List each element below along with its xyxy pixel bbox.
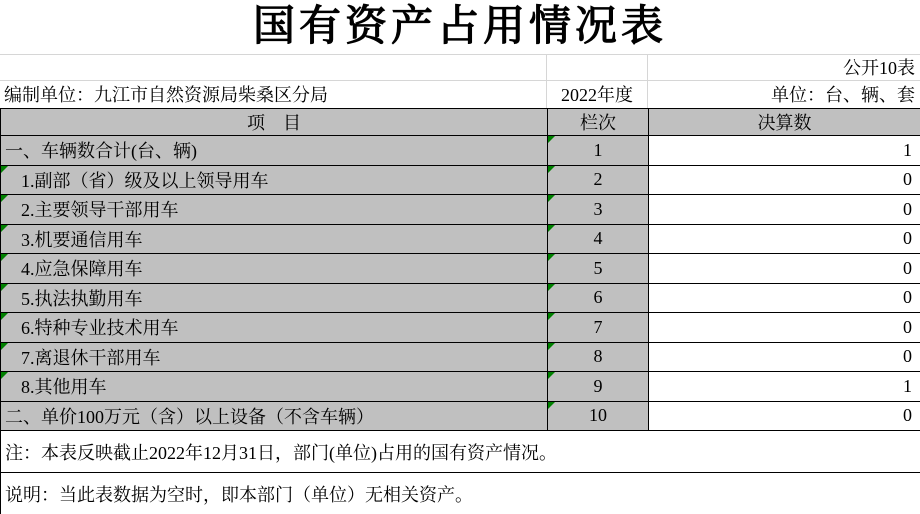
public-label-row: [0, 55, 920, 81]
line-number-cell[interactable]: [548, 254, 649, 284]
item-label: 7.离退休干部用车: [21, 347, 161, 368]
item-cell[interactable]: [1, 313, 548, 343]
error-marker-icon: [1, 284, 8, 291]
value-cell[interactable]: [649, 283, 920, 313]
note-row: [1, 473, 920, 514]
error-marker-icon: [548, 372, 555, 379]
value-cell[interactable]: [649, 165, 920, 195]
error-marker-icon: [1, 225, 8, 232]
item-label: 3.机要通信用车: [21, 229, 143, 250]
line-number-cell[interactable]: [548, 283, 649, 313]
note-text: 说明：当此表数据为空时，即本部门（单位）无相关资产。: [5, 484, 473, 505]
header-value-column[interactable]: 决算数: [649, 109, 920, 136]
value-text: 0: [903, 346, 912, 367]
note-cell[interactable]: [1, 431, 920, 473]
table-row: [1, 372, 920, 402]
item-cell[interactable]: [1, 401, 548, 431]
prepared-by-cell[interactable]: 编制单位：九江市自然资源局柴桑区分局: [0, 81, 547, 108]
line-number-cell[interactable]: [548, 372, 649, 402]
error-marker-icon: [548, 136, 555, 143]
error-marker-icon: [548, 313, 555, 320]
error-marker-icon: [548, 225, 555, 232]
error-marker-icon: [1, 166, 8, 173]
line-number: 6: [593, 287, 603, 308]
value-text: 0: [903, 228, 912, 249]
item-label: 8.其他用车: [21, 377, 107, 398]
value-cell[interactable]: [649, 372, 920, 402]
line-number-cell[interactable]: [548, 401, 649, 431]
item-cell[interactable]: [1, 195, 548, 225]
line-number-cell[interactable]: [548, 313, 649, 343]
item-label: 2.主要领导干部用车: [21, 200, 179, 221]
error-marker-icon: [1, 372, 8, 379]
value-text: 1: [903, 139, 912, 160]
item-cell[interactable]: [1, 372, 548, 402]
error-marker-icon: [548, 254, 555, 261]
error-marker-icon: [548, 284, 555, 291]
item-label: 6.特种专业技术用车: [21, 318, 179, 339]
line-number: 7: [593, 316, 603, 337]
line-number-cell[interactable]: [548, 136, 649, 166]
note-row: [1, 431, 920, 473]
table-row: [1, 401, 920, 431]
title-band: [0, 0, 920, 55]
line-number: 5: [593, 257, 603, 278]
line-number: 1: [593, 139, 603, 160]
table-header-row: [1, 109, 920, 136]
error-marker-icon: [548, 343, 555, 350]
item-cell[interactable]: [1, 224, 548, 254]
line-number: 8: [593, 346, 603, 367]
value-cell[interactable]: [649, 342, 920, 372]
error-marker-icon: [1, 195, 8, 202]
meta-cell-empty-1[interactable]: [0, 55, 547, 80]
value-cell[interactable]: [649, 313, 920, 343]
item-cell[interactable]: [1, 283, 548, 313]
error-marker-icon: [548, 166, 555, 173]
public-table-label[interactable]: 公开10表: [843, 57, 915, 78]
header-item-column[interactable]: 项 目: [1, 109, 548, 136]
value-text: 0: [903, 316, 912, 337]
value-cell[interactable]: [649, 136, 920, 166]
item-cell[interactable]: [1, 136, 548, 166]
table-row: [1, 136, 920, 166]
meta-cell-empty-2[interactable]: [547, 55, 648, 80]
value-text: 0: [903, 198, 912, 219]
value-cell[interactable]: [649, 254, 920, 284]
value-cell[interactable]: [649, 401, 920, 431]
asset-table: [0, 108, 920, 514]
item-label: 二、单价100万元（含）以上设备（不含车辆）: [5, 406, 374, 427]
line-number: 10: [589, 405, 607, 426]
value-text: 0: [903, 257, 912, 278]
table-row: [1, 224, 920, 254]
table-row: [1, 254, 920, 284]
item-label: 4.应急保障用车: [21, 259, 143, 280]
unit-cell[interactable]: 单位：台、辆、套: [771, 84, 915, 105]
value-cell[interactable]: [649, 195, 920, 225]
table-row: [1, 195, 920, 225]
item-label: 一、车辆数合计(台、辆): [5, 141, 197, 162]
table-row: [1, 313, 920, 343]
table-body: [1, 136, 920, 431]
line-number-cell[interactable]: [548, 195, 649, 225]
error-marker-icon: [1, 313, 8, 320]
value-text: 0: [903, 405, 912, 426]
item-label: 1.副部（省）级及以上领导用车: [21, 170, 269, 191]
line-number-cell[interactable]: [548, 224, 649, 254]
item-cell[interactable]: [1, 342, 548, 372]
prepared-by-row: [0, 81, 920, 108]
note-cell[interactable]: [1, 473, 920, 514]
error-marker-icon: [1, 343, 8, 350]
value-text: 0: [903, 287, 912, 308]
line-number: 3: [593, 198, 603, 219]
header-line-column[interactable]: 栏次: [548, 109, 649, 136]
line-number-cell[interactable]: [548, 342, 649, 372]
item-cell[interactable]: [1, 165, 548, 195]
table-row: [1, 283, 920, 313]
error-marker-icon: [548, 402, 555, 409]
value-text: 0: [903, 169, 912, 190]
table-notes: [1, 431, 920, 514]
line-number: 2: [593, 169, 603, 190]
line-number: 9: [593, 375, 603, 396]
value-cell[interactable]: [649, 224, 920, 254]
line-number-cell[interactable]: [548, 165, 649, 195]
line-number: 4: [593, 228, 603, 249]
table-row: [1, 165, 920, 195]
fiscal-year-cell[interactable]: 2022年度: [547, 81, 648, 108]
value-text: 1: [903, 375, 912, 396]
item-cell[interactable]: [1, 254, 548, 284]
table-row: [1, 342, 920, 372]
item-label: 5.执法执勤用车: [21, 288, 143, 309]
error-marker-icon: [548, 195, 555, 202]
note-text: 注：本表反映截止2022年12月31日，部门(单位)占用的国有资产情况。: [5, 442, 557, 463]
page-title: 国有资产占用情况表: [252, 4, 667, 50]
error-marker-icon: [1, 254, 8, 261]
